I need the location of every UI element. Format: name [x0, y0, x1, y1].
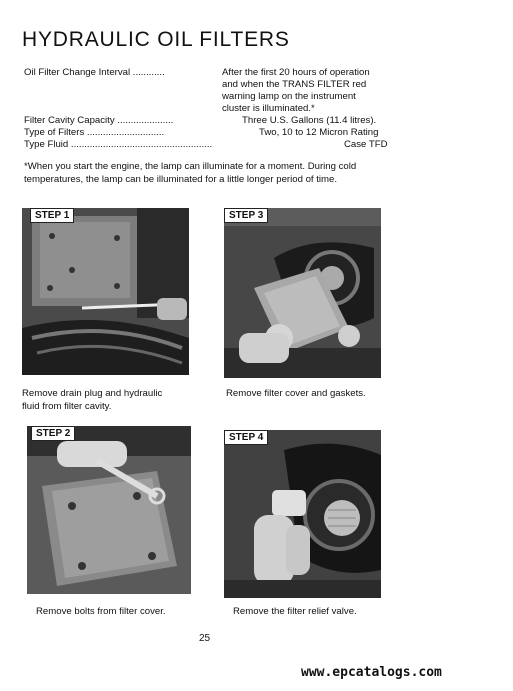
spec-label: Filter Cavity Capacity .....................: [24, 115, 174, 126]
spec-label: Oil Filter Change Interval ............: [24, 67, 165, 78]
page-title: HYDRAULIC OIL FILTERS: [22, 28, 290, 51]
watermark-link[interactable]: www.epcatalogs.com: [301, 665, 442, 680]
spec-value-line: Case TFD: [344, 139, 388, 150]
step-1-caption: [22, 387, 162, 413]
step-4-caption: [233, 605, 357, 618]
step-3-photo: [224, 208, 381, 378]
step-1-label: STEP 1: [30, 208, 74, 223]
spec-value-line: Three U.S. Gallons (11.4 litres).: [242, 115, 377, 126]
step-4-label: STEP 4: [224, 430, 268, 445]
spec-label: Type Fluid .....................................................: [24, 139, 213, 150]
caption-line: fluid from filter cavity.: [22, 401, 112, 412]
step-1-photo: [22, 208, 189, 375]
step-3-caption: [226, 387, 366, 400]
spec-value-line: warning lamp on the instrument: [222, 91, 356, 102]
spec-value-line: After the first 20 hours of operation: [222, 67, 370, 78]
step-2-caption: [36, 605, 166, 618]
spec-value-line: Two, 10 to 12 Micron Rating: [259, 127, 379, 138]
step-3-label: STEP 3: [224, 208, 268, 223]
step-2-photo: [27, 426, 191, 594]
spec-value-line: cluster is illuminated.*: [222, 103, 315, 114]
spec-label: Type of Filters .............................: [24, 127, 165, 138]
caption-line: Remove drain plug and hydraulic: [22, 388, 163, 399]
step-4-photo: [224, 430, 381, 598]
caption-line: Remove filter cover and gaskets.: [226, 388, 366, 399]
caption-line: Remove the filter relief valve.: [233, 606, 357, 617]
footnote: [24, 160, 396, 186]
page-number: 25: [199, 633, 211, 644]
footnote-line: temperatures, the lamp can be illuminated for a little longer period of time.: [24, 174, 338, 185]
step-2-label: STEP 2: [31, 426, 75, 441]
spec-value-line: and when the TRANS FILTER red: [222, 79, 367, 90]
footnote-line: *When you start the engine, the lamp can illuminate for a moment. During cold: [24, 161, 357, 172]
caption-line: Remove bolts from filter cover.: [36, 606, 166, 617]
